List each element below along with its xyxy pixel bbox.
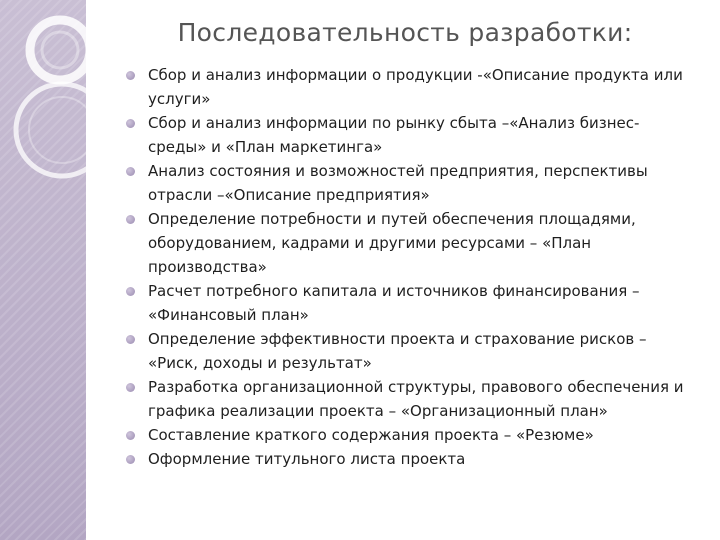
bullet-item xyxy=(126,111,692,159)
bullet-text: Сбор и анализ информации по рынку сбыта –«Анализ бизнес-среды» и «План маркетинга» xyxy=(148,114,640,156)
bullet-text: Составление краткого содержания проекта – «Резюме» xyxy=(148,426,594,444)
bullet-text: Разработка организационной структуры, правового обеспечения и графика реализации проекта – «Организационный план» xyxy=(148,378,684,420)
bullet-dot-icon xyxy=(126,167,135,176)
bullet-item xyxy=(126,327,692,375)
bullet-text: Расчет потребного капитала и источников финансирования – «Финансовый план» xyxy=(148,282,640,324)
bullet-item xyxy=(126,159,692,207)
bullet-text: Оформление титульного листа проекта xyxy=(148,450,466,468)
bullet-dot-icon xyxy=(126,335,135,344)
decorative-circles-icon xyxy=(0,0,86,540)
bullet-item xyxy=(126,207,692,279)
decorative-side-panel xyxy=(0,0,86,540)
bullet-text: Сбор и анализ информации о продукции -«Описание продукта или услуги» xyxy=(148,66,683,108)
bullet-dot-icon xyxy=(126,431,135,440)
bullet-item xyxy=(126,279,692,327)
bullet-item xyxy=(126,375,692,423)
bullet-dot-icon xyxy=(126,287,135,296)
bullet-dot-icon xyxy=(126,383,135,392)
bullet-text: Анализ состояния и возможностей предприятия, перспективы отрасли –«Описание предприятия» xyxy=(148,162,648,204)
bullet-text: Определение потребности и путей обеспечения площадями, оборудованием, кадрами и другими ресурсами – «План производства» xyxy=(148,210,636,276)
bullet-dot-icon xyxy=(126,119,135,128)
bullet-dot-icon xyxy=(126,215,135,224)
slide-title: Последовательность разработки: xyxy=(177,18,633,47)
bullet-dot-icon xyxy=(126,71,135,80)
bullet-item xyxy=(126,423,692,447)
bullet-dot-icon xyxy=(126,455,135,464)
bullet-list xyxy=(126,63,692,471)
bullet-item xyxy=(126,447,692,471)
bullet-item xyxy=(126,63,692,111)
bullet-text: Определение эффективности проекта и страхование рисков – «Риск, доходы и результат» xyxy=(148,330,647,372)
